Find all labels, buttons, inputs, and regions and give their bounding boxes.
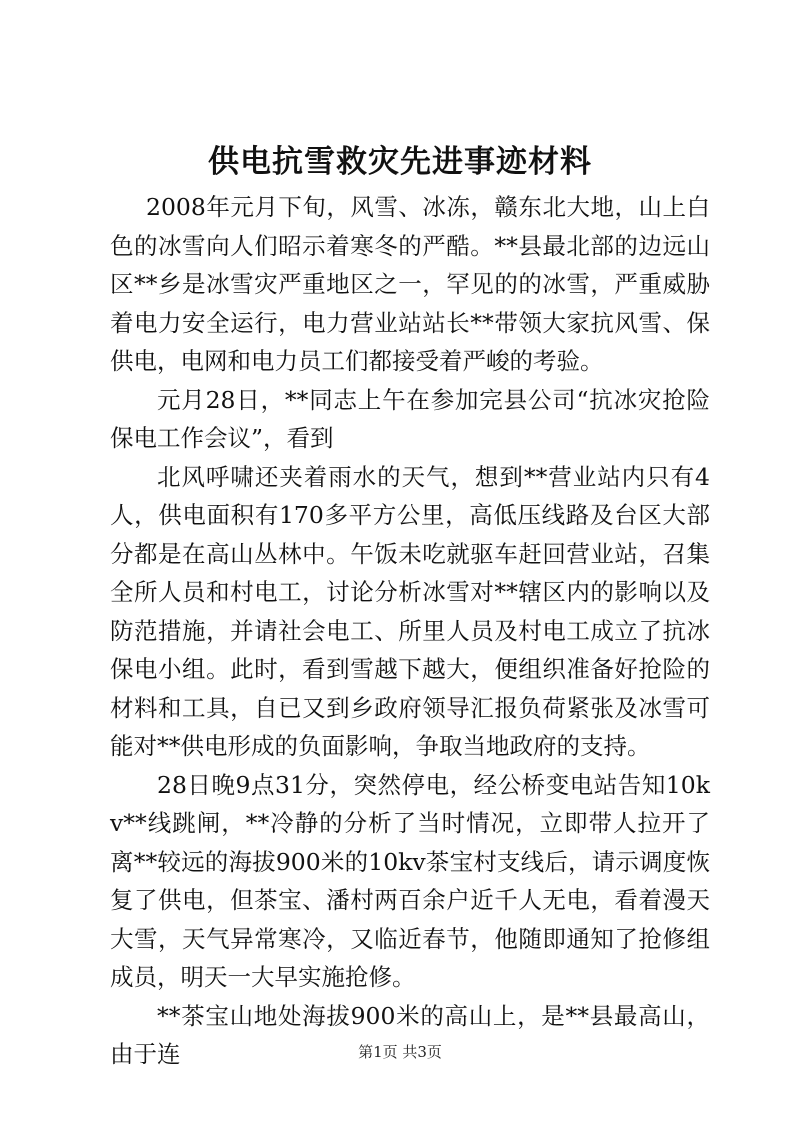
paragraph-5: **茶宝山地处海拔900米的高山上，是**县最高山，由于连 (110, 1001, 710, 1068)
document-body (110, 188, 710, 1074)
paragraph-3: 北风呼啸还夹着雨水的天气，想到**营业站内只有4人，供电面积有170多平方公里，高低压线路及台区大部分都是在高山丛林中。午饭未吃就驱车赶回营业站，召集全所人员和村电工，讨论分析冰雪对**辖区内的影响以及防范措施，并请社会电工、所里人员及村电工成立了抗冰保电小组。此时，看到雪越下越大，便组织准备好抢险的材料和工具，自已又到乡政府领导汇报负荷紧张及冰雪可能对**供电形成的负面影响，争取当地政府的支持。 (110, 462, 710, 760)
page-number-footer: 第1页 共3页 (358, 1043, 442, 1061)
paragraph-1: 2008年元月下旬，风雪、冰冻，赣东北大地，山上白色的冰雪向人们昭示着寒冬的严酷。**县最北部的边远山区**乡是冰雪灾严重地区之一，罕见的的冰雪，严重威胁着电力安全运行，电力营业站站长**带领大家抗风雪、保供电，电网和电力员工们都接受着严峻的考验。 (110, 193, 710, 375)
document-title: 供电抗雪救灾先进事迹材料 (208, 144, 592, 180)
paragraph-4: 28日晚9点31分，突然停电，经公桥变电站告知10kv**线跳闸，**冷静的分析了当时情况，立即带人拉开了离**较远的海拔900米的10kv茶宝村支线后，请示调度恢复了供电，但茶宝、潘村两百余户近千人无电，看着漫天大雪，天气异常寒冷，又临近春节，他随即通知了抢修组成员，明天一大早实施抢修。 (110, 770, 710, 991)
paragraph-2: 元月28日，**同志上午在参加完县公司“抗冰灾抢险保电工作会议”，看到 (110, 385, 710, 452)
